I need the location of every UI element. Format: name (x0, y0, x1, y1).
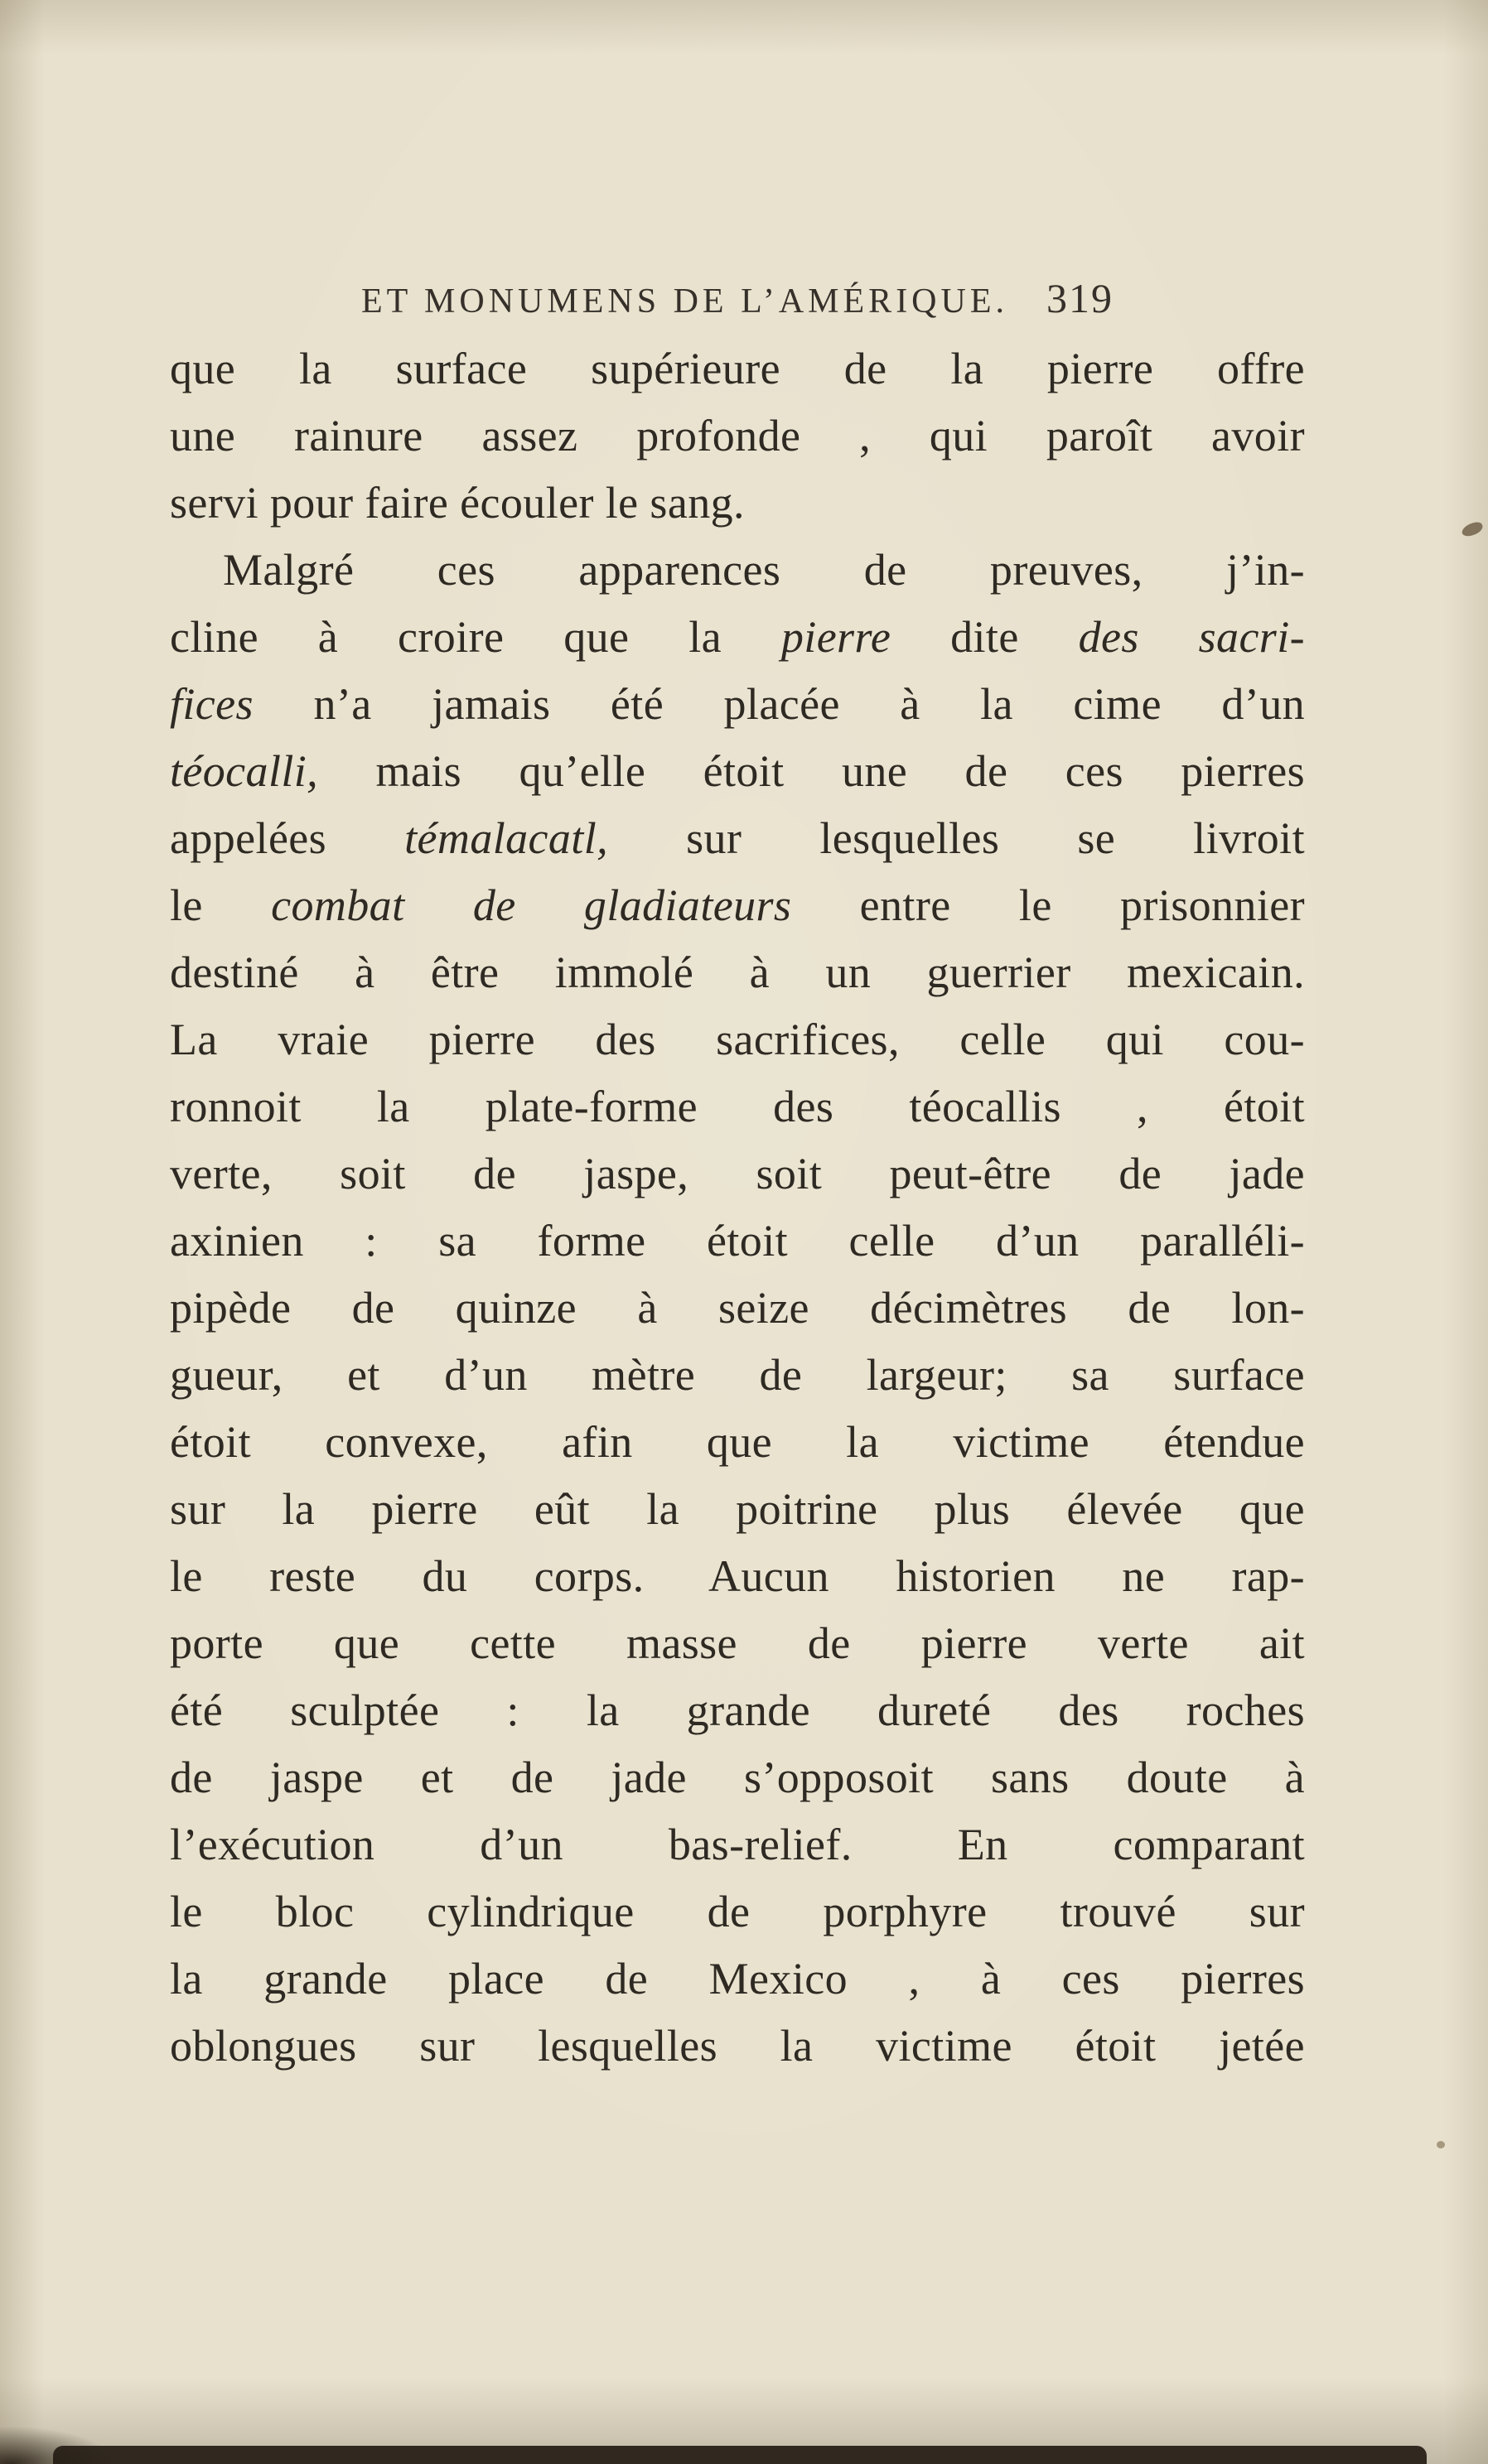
text-segment: appelées (170, 813, 405, 863)
text-line (170, 1006, 1305, 1073)
text-segment: été sculptée : la grande dureté des roches (170, 1685, 1305, 1735)
text-segment: axinien : sa forme étoit celle d’un paralléli- (170, 1216, 1305, 1266)
text-line (170, 1476, 1305, 1543)
text-line (170, 872, 1305, 939)
text-segment: une rainure assez profonde , qui paroît avoir (170, 411, 1305, 460)
text-line (170, 738, 1305, 805)
text-segment: n’a jamais été placée à la cime d’un (253, 679, 1305, 729)
italic-text-segment: combat de gladiateurs (271, 880, 792, 930)
text-line (170, 1073, 1305, 1140)
italic-text-segment: pierre (780, 612, 891, 662)
italic-text-segment: fices (170, 679, 254, 729)
page-header (170, 261, 1305, 335)
page-number: 319 (1046, 275, 1114, 321)
text-segment: pipède de quinze à seize décimètres de lon- (170, 1283, 1305, 1333)
scan-bottom-edge (53, 2446, 1427, 2464)
italic-text-segment: témalacatl, (404, 813, 609, 863)
text-line (170, 1342, 1305, 1409)
text-segment: cline à croire que la (170, 612, 781, 662)
text-line (170, 335, 1305, 403)
text-line (170, 1409, 1305, 1476)
text-line (170, 604, 1305, 671)
text-line (170, 1946, 1305, 2013)
text-segment: Malgré ces apparences de preuves, j’in- (223, 545, 1305, 595)
text-line (170, 671, 1305, 738)
text-line (170, 1677, 1305, 1744)
text-segment: entre le prisonnier (791, 880, 1305, 930)
text-line (170, 1543, 1305, 1610)
text-segment: le reste du corps. Aucun historien ne rap- (170, 1551, 1305, 1601)
text-line (170, 1811, 1305, 1878)
text-segment: servi pour faire écouler le sang. (170, 478, 745, 528)
text-segment: sur la pierre eût la poitrine plus élevée que (170, 1484, 1305, 1534)
text-segment: porte que cette masse de pierre verte ait (170, 1618, 1305, 1668)
text-line (170, 805, 1305, 872)
scan-artifact (1437, 2141, 1445, 2148)
text-segment: mais qu’elle étoit une de ces pierres (318, 746, 1305, 796)
running-title: ET MONUMENS DE L’AMÉRIQUE. (361, 282, 1008, 321)
text-line (170, 403, 1305, 470)
text-line (170, 470, 1305, 537)
text-segment: La vraie pierre des sacrifices, celle qui cou- (170, 1015, 1305, 1064)
text-line (170, 939, 1305, 1006)
italic-text-segment: des sacri- (1078, 612, 1306, 662)
text-segment: le bloc cylindrique de porphyre trouvé sur (170, 1887, 1305, 1936)
text-line (170, 537, 1305, 604)
scan-artifact (1460, 520, 1484, 538)
text-segment: gueur, et d’un mètre de largeur; sa surface (170, 1350, 1305, 1400)
text-line (170, 1744, 1305, 1811)
text-segment: dite (891, 612, 1079, 662)
text-line (170, 1140, 1305, 1208)
text-line (170, 1208, 1305, 1275)
text-line (170, 1610, 1305, 1677)
text-line (170, 2013, 1305, 2080)
text-segment: verte, soit de jaspe, soit peut-être de jade (170, 1149, 1305, 1198)
text-segment: sur lesquelles se livroit (608, 813, 1305, 863)
text-segment: l’exécution d’un bas-relief. En comparant (170, 1820, 1305, 1869)
text-segment: oblongues sur lesquelles la victime étoit jetée (170, 2021, 1305, 2071)
text-segment: que la surface supérieure de la pierre offre (170, 344, 1305, 393)
text-block (170, 261, 1305, 2080)
text-segment: étoit convexe, afin que la victime étendue (170, 1417, 1305, 1467)
text-segment: le (170, 880, 272, 930)
text-segment: la grande place de Mexico , à ces pierres (170, 1954, 1305, 2004)
body-text (170, 335, 1305, 2080)
italic-text-segment: téocalli, (170, 746, 319, 796)
text-segment: ronnoit la plate-forme des téocallis , étoit (170, 1082, 1305, 1131)
text-segment: destiné à être immolé à un guerrier mexicain. (170, 948, 1305, 997)
text-segment: de jaspe et de jade s’opposoit sans doute à (170, 1753, 1305, 1802)
text-line (170, 1275, 1305, 1342)
text-line (170, 1878, 1305, 1946)
